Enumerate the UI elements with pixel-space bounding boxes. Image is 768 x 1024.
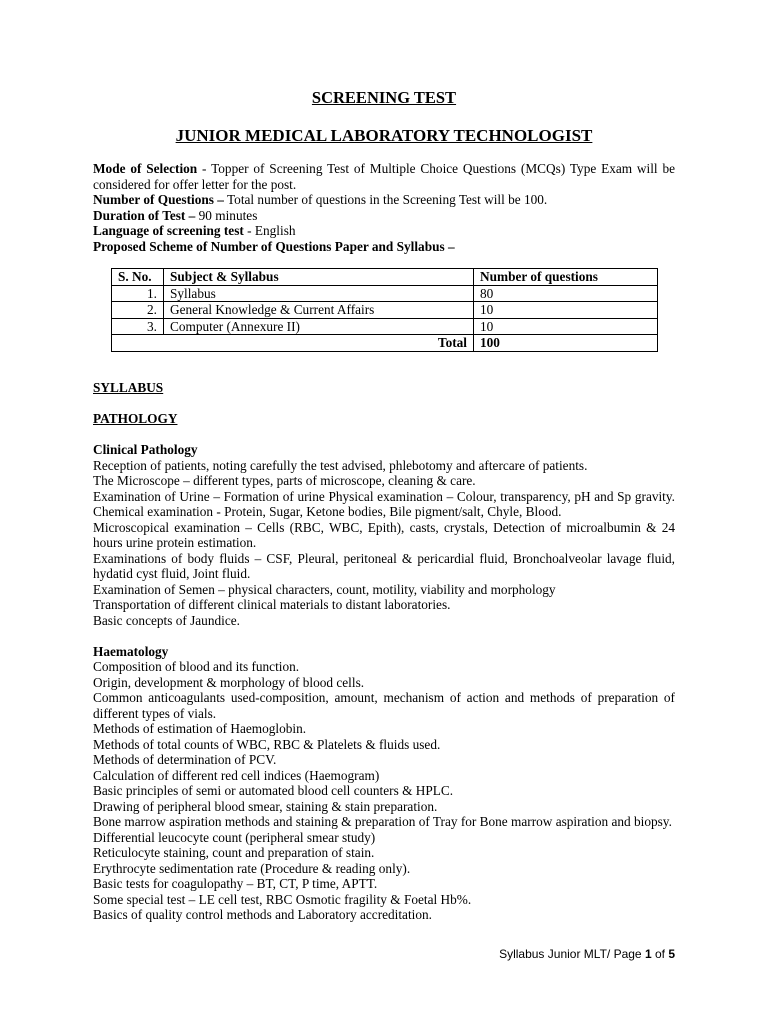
list-item: Reception of patients, noting carefully the test advised, phlebotomy and aftercare of patients. [93,457,588,473]
mode-label: Mode of Selection [93,161,198,176]
row-count: 10 [474,302,658,319]
list-item: Examination of Urine – Formation of urine Physical examination – Colour, transparency, pH and Sp gravity. Chemical examination - Protein, Sugar, Ketone bodies, Bile pigment/salt, Chyle, Blood. [93,488,675,519]
list-item: Methods of determination of PCV. [93,752,277,767]
total-label: Total [112,335,474,352]
intro-section [93,161,675,254]
list-item: The Microscope – different types, parts of microscope, cleaning & care. [93,473,476,488]
row-subject: Computer (Annexure II) [164,318,474,335]
row-subject: Syllabus [164,285,474,302]
list-item: Basic principles of semi or automated blood cell counters & HPLC. [93,783,454,798]
row-sno: 3. [112,318,164,335]
list-item: Basic tests for coagulopathy – BT, CT, P time, APTT. [93,876,378,891]
page-subtitle: JUNIOR MEDICAL LABORATORY TECHNOLOGIST [175,126,593,145]
page-footer [499,947,675,961]
list-item: Basics of quality control methods and Laboratory accreditation. [93,907,432,922]
list-item: Transportation of different clinical materials to distant laboratories. [93,597,451,612]
footer-page: 1 [644,947,652,961]
syllabus-section [93,380,675,923]
table-row [112,285,658,302]
footer-of: of [651,947,669,961]
duration-of-test [93,208,675,224]
number-of-questions [93,192,675,208]
page-title: SCREENING TEST [311,88,457,107]
clinical-pathology-heading: Clinical Pathology [93,442,198,457]
list-item: Differential leucocyte count (peripheral smear study) [93,829,376,845]
header-sno: S. No. [112,269,164,286]
row-subject: General Knowledge & Current Affairs [164,302,474,319]
pathology-heading: PATHOLOGY [93,411,178,426]
mode-of-selection [93,161,675,192]
total-value: 100 [474,335,658,352]
list-item: Reticulocyte staining, count and preparation of stain. [93,845,375,860]
list-item: Bone marrow aspiration methods and staining & preparation of Tray for Bone marrow aspiration and biopsy. [93,814,672,829]
list-item: Composition of blood and its function. [93,659,300,674]
row-count: 80 [474,285,658,302]
table-total-row [112,335,658,352]
list-item: Examinations of body fluids – CSF, Pleural, peritoneal & pericardial fluid, Bronchoalveolar lavage fluid, hydatid cyst fluid, Joint fluid. [93,550,675,581]
language-text: - English [243,223,296,238]
footer-text: Syllabus Junior MLT/ Page [499,947,645,961]
list-item: Basic concepts of Jaundice. [93,612,240,628]
list-item: Common anticoagulants used-composition, amount, mechanism of action and methods of preparation of different types of vials. [93,690,675,721]
language-label: Language of screening test [93,223,244,238]
list-item: Examination of Semen – physical characters, count, motility, viability and morphology [93,581,556,597]
mode-text: - Topper of Screening Test of Multiple Choice Questions (MCQs) Type Exam will be considered for offer letter for the post. [93,161,676,192]
header-subject: Subject & Syllabus [164,269,474,286]
table-header-row [112,269,658,286]
duration-text: 90 minutes [195,207,258,223]
table-row [112,318,658,335]
list-item: Erythrocyte sedimentation rate (Procedure & reading only). [93,860,411,876]
header-count: Number of questions [474,269,658,286]
list-item: Origin, development & morphology of blood cells. [93,674,365,690]
list-item: Calculation of different red cell indices (Haemogram) [93,767,380,783]
footer-total: 5 [668,947,675,961]
list-item: Drawing of peripheral blood smear, staining & stain preparation. [93,798,438,814]
table-row [112,302,658,319]
row-count: 10 [474,318,658,335]
questions-text: Total number of questions in the Screening Test will be 100. [223,192,548,207]
scheme-label: Proposed Scheme of Number of Questions Paper and Syllabus – [93,238,455,254]
row-sno: 2. [112,302,164,319]
list-item: Methods of estimation of Haemoglobin. [93,721,307,736]
list-item: Methods of total counts of WBC, RBC & Platelets & fluids used. [93,736,441,752]
row-sno: 1. [112,285,164,302]
syllabus-heading: SYLLABUS [93,380,164,395]
list-item: Microscopical examination – Cells (RBC, WBC, Epith), casts, crystals, Detection of microalbumin & 24 hours urine protein estimation. [93,519,675,550]
questions-label: Number of Questions – [93,192,224,207]
duration-label: Duration of Test – [93,207,196,223]
language-of-test [93,223,675,239]
list-item: Some special test – LE cell test, RBC Osmotic fragility & Foetal Hb%. [93,891,472,907]
haematology-heading: Haematology [93,643,169,659]
questions-table [111,268,658,352]
